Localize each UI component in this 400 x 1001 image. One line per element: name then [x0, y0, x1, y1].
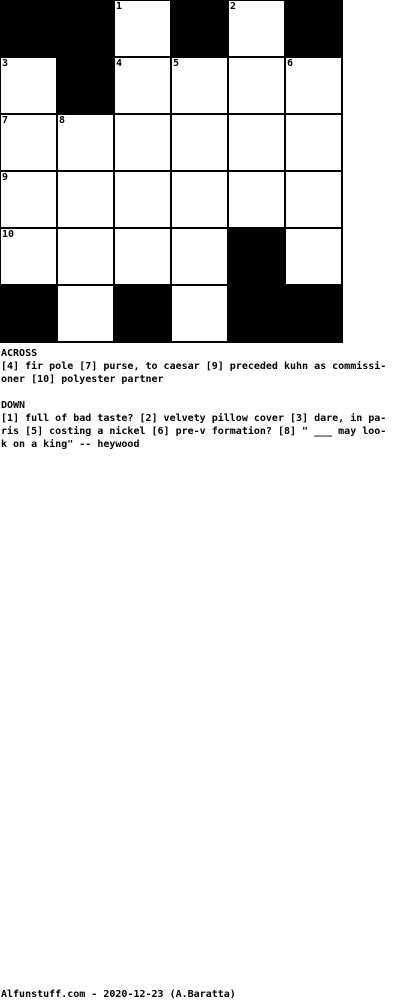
grid-cell[interactable] — [1, 115, 56, 170]
grid-cell[interactable] — [229, 115, 284, 170]
grid-cell[interactable] — [58, 172, 113, 227]
down-clue-line: ris [5] costing a nickel [6] pre-v formation? [8] " ___ may loo- — [1, 426, 387, 437]
block-cell — [1, 286, 56, 341]
block-cell — [286, 1, 341, 56]
grid-cell[interactable] — [1, 229, 56, 284]
clue-number: 3 — [2, 58, 9, 69]
clue-number: 6 — [287, 58, 294, 69]
grid-cell[interactable] — [58, 286, 113, 341]
clue-number: 2 — [230, 1, 237, 12]
across-clue-line: oner [10] polyester partner — [1, 374, 164, 385]
grid-cell[interactable] — [172, 172, 227, 227]
grid-cell[interactable] — [58, 229, 113, 284]
clue-number: 10 — [2, 229, 15, 240]
grid-cell[interactable] — [286, 172, 341, 227]
grid-cell[interactable] — [115, 229, 170, 284]
across-clues — [1, 347, 393, 386]
clue-number: 4 — [116, 58, 123, 69]
grid-cell[interactable] — [115, 115, 170, 170]
block-cell — [1, 1, 56, 56]
grid-cell[interactable] — [115, 1, 170, 56]
clue-number: 5 — [173, 58, 180, 69]
crossword-grid — [0, 0, 343, 343]
across-clue-line: [4] fir pole [7] purse, to caesar [9] preceded kuhn as commissi- — [1, 361, 387, 372]
grid-cell[interactable] — [286, 115, 341, 170]
block-cell — [115, 286, 170, 341]
grid-cell[interactable] — [229, 1, 284, 56]
block-cell — [229, 286, 284, 341]
down-clues — [1, 399, 393, 451]
clue-number: 7 — [2, 115, 9, 126]
grid-cell[interactable] — [115, 58, 170, 113]
grid-cell[interactable] — [286, 58, 341, 113]
grid-cell[interactable] — [172, 115, 227, 170]
block-cell — [286, 286, 341, 341]
block-cell — [58, 58, 113, 113]
grid-cell[interactable] — [172, 58, 227, 113]
grid-cell[interactable] — [58, 115, 113, 170]
down-title: DOWN — [1, 400, 26, 411]
clue-number: 9 — [2, 172, 9, 183]
grid-cell[interactable] — [1, 172, 56, 227]
block-cell — [229, 229, 284, 284]
grid-cell[interactable] — [1, 58, 56, 113]
grid-cell[interactable] — [229, 58, 284, 113]
across-title: ACROSS — [1, 348, 38, 359]
down-clue-line: k on a king" -- heywood — [1, 439, 140, 450]
grid-cell[interactable] — [229, 172, 284, 227]
down-clue-line: [1] full of bad taste? [2] velvety pillow cover [3] dare, in pa- — [1, 413, 387, 424]
grid-cell[interactable] — [172, 286, 227, 341]
grid-cell[interactable] — [172, 229, 227, 284]
footer-credit: Alfunstuff.com - 2020-12-23 (A.Baratta) — [1, 989, 236, 1000]
block-cell — [58, 1, 113, 56]
clue-number: 8 — [59, 115, 66, 126]
block-cell — [172, 1, 227, 56]
grid-cell[interactable] — [286, 229, 341, 284]
grid-cell[interactable] — [115, 172, 170, 227]
clue-number: 1 — [116, 1, 123, 12]
